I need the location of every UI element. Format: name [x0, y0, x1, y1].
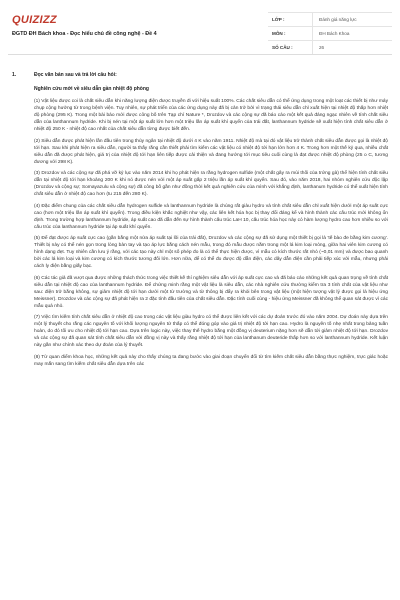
passage-paragraph: (7) Việc tìm kiếm tính chất siêu dẫn ở nhiệt độ cao trong các vật liệu giàu hydro có thể được liên kết với các dự đoán trước đó vào năm 2004. Dự đoán này dựa trên một lý thuyết cho rằng các nguyên tố với khối lượng nguyên tử thấp có thể đóng góp vào giá trị nhiệt độ tới hạn cao. Hydro là nguyên tố nhẹ nhất trong bảng tuần hoàn, do đó tối ưu cho nhiệt độ tới hạn cao. Dựa trên logic này, việc thay thế hydro bằng một đồng vị deuterium nặng hơn sẽ dẫn tới giảm nhiệt độ tới hạn. Drozdov và các cộng sự đã quan sát tính chất siêu dẫn với đồng vị này và thấy rằng nhiệt độ tới hạn của lanthanum deuteride thấp hơn so với lanthannum hydride. Kết luận này gần như chính xác theo dự đoán của lý thuyết. [34, 315, 388, 348]
question-block [12, 72, 388, 372]
info-value: Đánh giá năng lực [319, 17, 357, 22]
passage-paragraph: (3) Drozdov và các cộng sự đã phá vỡ kỷ lục vào năm 2014 khi họ phát hiện ra rằng hydrogen sulfide (một chất gây ra mùi thối của trứng gà) thể hiện tính chất siêu dẫn tại nhiệt độ tới hạn khoảng 200 K khi nó được nén với một áp suất gấp 2 triệu lần áp suất khí quyển. Sau đó, vào năm 2018, hai nhóm nghiên cứu độc lập (Drozdov và cộng sự; Somayazulu và cộng sự) đã công bố gần như đồng thời kết quả nghiên cứu của mình với khẳng định, lanthanum hydride có thể xuất hiện tính chất siêu dẫn ở nhiệt độ cao hơn (tu 215 đến 280 K). [34, 171, 388, 197]
reading-passage [34, 86, 388, 368]
quizizz-logo: QUIZIZZ [12, 14, 57, 26]
passage-paragraph: (8) Từ quan điểm khoa học, những kết quả này cho thấy chúng ta đang bước vào giai đoạn chuyển đổi từ tìm kiếm chất siêu dẫn bằng thực nghiệm, trực giác hoặc may mắn sang tìm kiếm chất siêu dẫn dựa trên các [34, 354, 388, 367]
header-divider [8, 54, 392, 55]
passage-paragraph: (2) Siêu dẫn được phát hiện lần đầu tiên trong thủy ngân tại nhiệt độ dưới 4 K vào năm 1911. Nhiệt độ mà tại đó vật liệu trở thành chất siêu dẫn được gọi là nhiệt độ tới hạn. Sau khi phát hiện ra siêu dẫn, người ta thấy rằng cần thiết phải tìm kiếm các vật liệu có nhiệt độ tới hạn lớn hơn 4 K. Trong hơn một thế kỷ qua, nhiều chất siêu dẫn đã được phát hiện, giá trị của nhiệt độ tới hạn liên tiếp được cải thiện và đang hướng tới mục tiêu cuối cùng là đạt được nhiệt độ phòng (25 o C, tương đương với 298 K). [34, 138, 388, 165]
info-table [268, 12, 392, 55]
info-value: ĐH Bách Khoa [319, 31, 350, 36]
info-row-question-count [268, 41, 392, 55]
info-label: LỚP : [268, 13, 313, 26]
info-row-subject [268, 27, 392, 41]
info-label: MÔN : [268, 27, 313, 40]
passage-paragraph: (5) Để đạt được áp suất cực cao (gần bằng một nửa áp suất tại lõi của trái đất), Drozdov và các cộng sự đã sử dụng một thiết bị gọi là 'tế bào đe bằng kim cương'. Thiết bị này có thể nén gọn trong lòng bàn tay và tạo áp lực bằng cách nén mẫu, trong đó mẫu được nằm trong một lá kim loại mỏng, giữa hai viên kim cương có hình dạng đẹt. Tuy nhiên cần lưu ý rằng, với các tạo này chỉ một số phép đo là có thể thực hiện được, vì mẫu có kích thước rất nhỏ (~0,01 mm) và được bao quanh bởi các lá kim loại và kim cương có kích thước tương đối lớn. Hơn nữa, để có thể đo được độ dẫn điện, các dây dẫn điện cần phải tiếp xúc với mẫu, nhưng phải cách ly điện bằng giấy bạc. [34, 236, 388, 269]
info-label: SỐ CÂU : [268, 41, 313, 54]
question-line [12, 72, 388, 78]
passage-title: Nghiên cứu mới về siêu dẫn gần nhiệt độ phòng [34, 86, 149, 92]
question-prompt: Đọc văn bản sau và trả lời câu hỏi: [34, 72, 117, 78]
info-value: 26 [319, 45, 325, 50]
passage-paragraph: (6) Các tác giả đã vượt qua được những thách thức trong việc thiết kế thí nghiệm siêu dẫn với áp suất cực cao và đã báo cáo những kết quả quan trọng về tính chất siêu dẫn tại nhiệt độ cao của lanthannum hydride. Để chứng minh rằng một vật liệu là siêu dẫn, các nhà nghiên cứu thường kiểm tra 3 tính chất của vật liệu như sau: điện trở bằng không, sự giảm nhiệt độ tới hạn dưới một từ trường và từ thông bị đẩy ra khỏi bên trong vật liệu (một hiện tượng vật lý được gọi là hiệu ứng Meissner). Drozdov và các cộng sự đã phát hiện ra 2 đặc tính đầu tiên của chất siêu dẫn. Đặc tính cuối cùng - hiệu ứng Meissner đã không thể quan sát được vì các mẫu quá nhỏ. [34, 275, 388, 309]
passage-paragraph: (4) Đặc điểm chung của các chất siêu dẫn hydrogen sulfide và lanthannum hydride là chúng rất giàu hydro và tính chất siêu dẫn chỉ xuất hiện dưới một áp suất cực cao (hơn một triệu lần áp suất khí quyển). Trong điều kiện khắc nghiệt như vậy, các liên kết hóa học bị thay đổi đáng kể và hình thành các cấu trúc mới không ổn định. Trong trường hợp lanthannum hydride, áp suất cao đã dẫn đến sự hình thành cấu trúc LaH 10, cấu trúc hóa học này có hàm lượng hydro cao hơn nhiều so với cấu trúc của lanthannum hydride tại áp suất khí quyển. [34, 203, 388, 230]
info-row-class [268, 12, 392, 27]
question-number: 1. [12, 72, 17, 78]
passage-paragraph: (1) Vật liệu được coi là chất siêu dẫn khi năng lượng điện được truyền đi với hiệu suất 100%. Các chất siêu dẫn có thể ứng dụng trong một loạt các thiết bị như máy chụp cộng hưởng từ trong bệnh viện. Tuy nhiên, sự phát triển của các ứng dụng này đã bị cản trở bởi vì trạng thái siêu dẫn chỉ xuất hiện tại nhiệt độ thấp hơn nhiệt độ phòng (295 K). Trong một bài báo mới được công bố trên Tạp chí Nature *, Drozdov và các cộng sự đã báo cáo một kết quả đáng ngạc nhiên về tính chất siêu dẫn của lanthannum hydride. Khi bị nén tại một áp suất lớn hơn một triệu lần áp suất khí quyển của trái đất, lanthannum hydride sẽ xuất hiện tính chất siêu dẫn ở nhiệt độ 250 K - nhiệt độ cao nhất của chất siêu dẫn từng được biết đến. [34, 99, 388, 132]
document-title: ĐGTD ĐH Bách khoa - Đọc hiểu chủ đề công nghệ - Đề 4 [12, 31, 157, 37]
